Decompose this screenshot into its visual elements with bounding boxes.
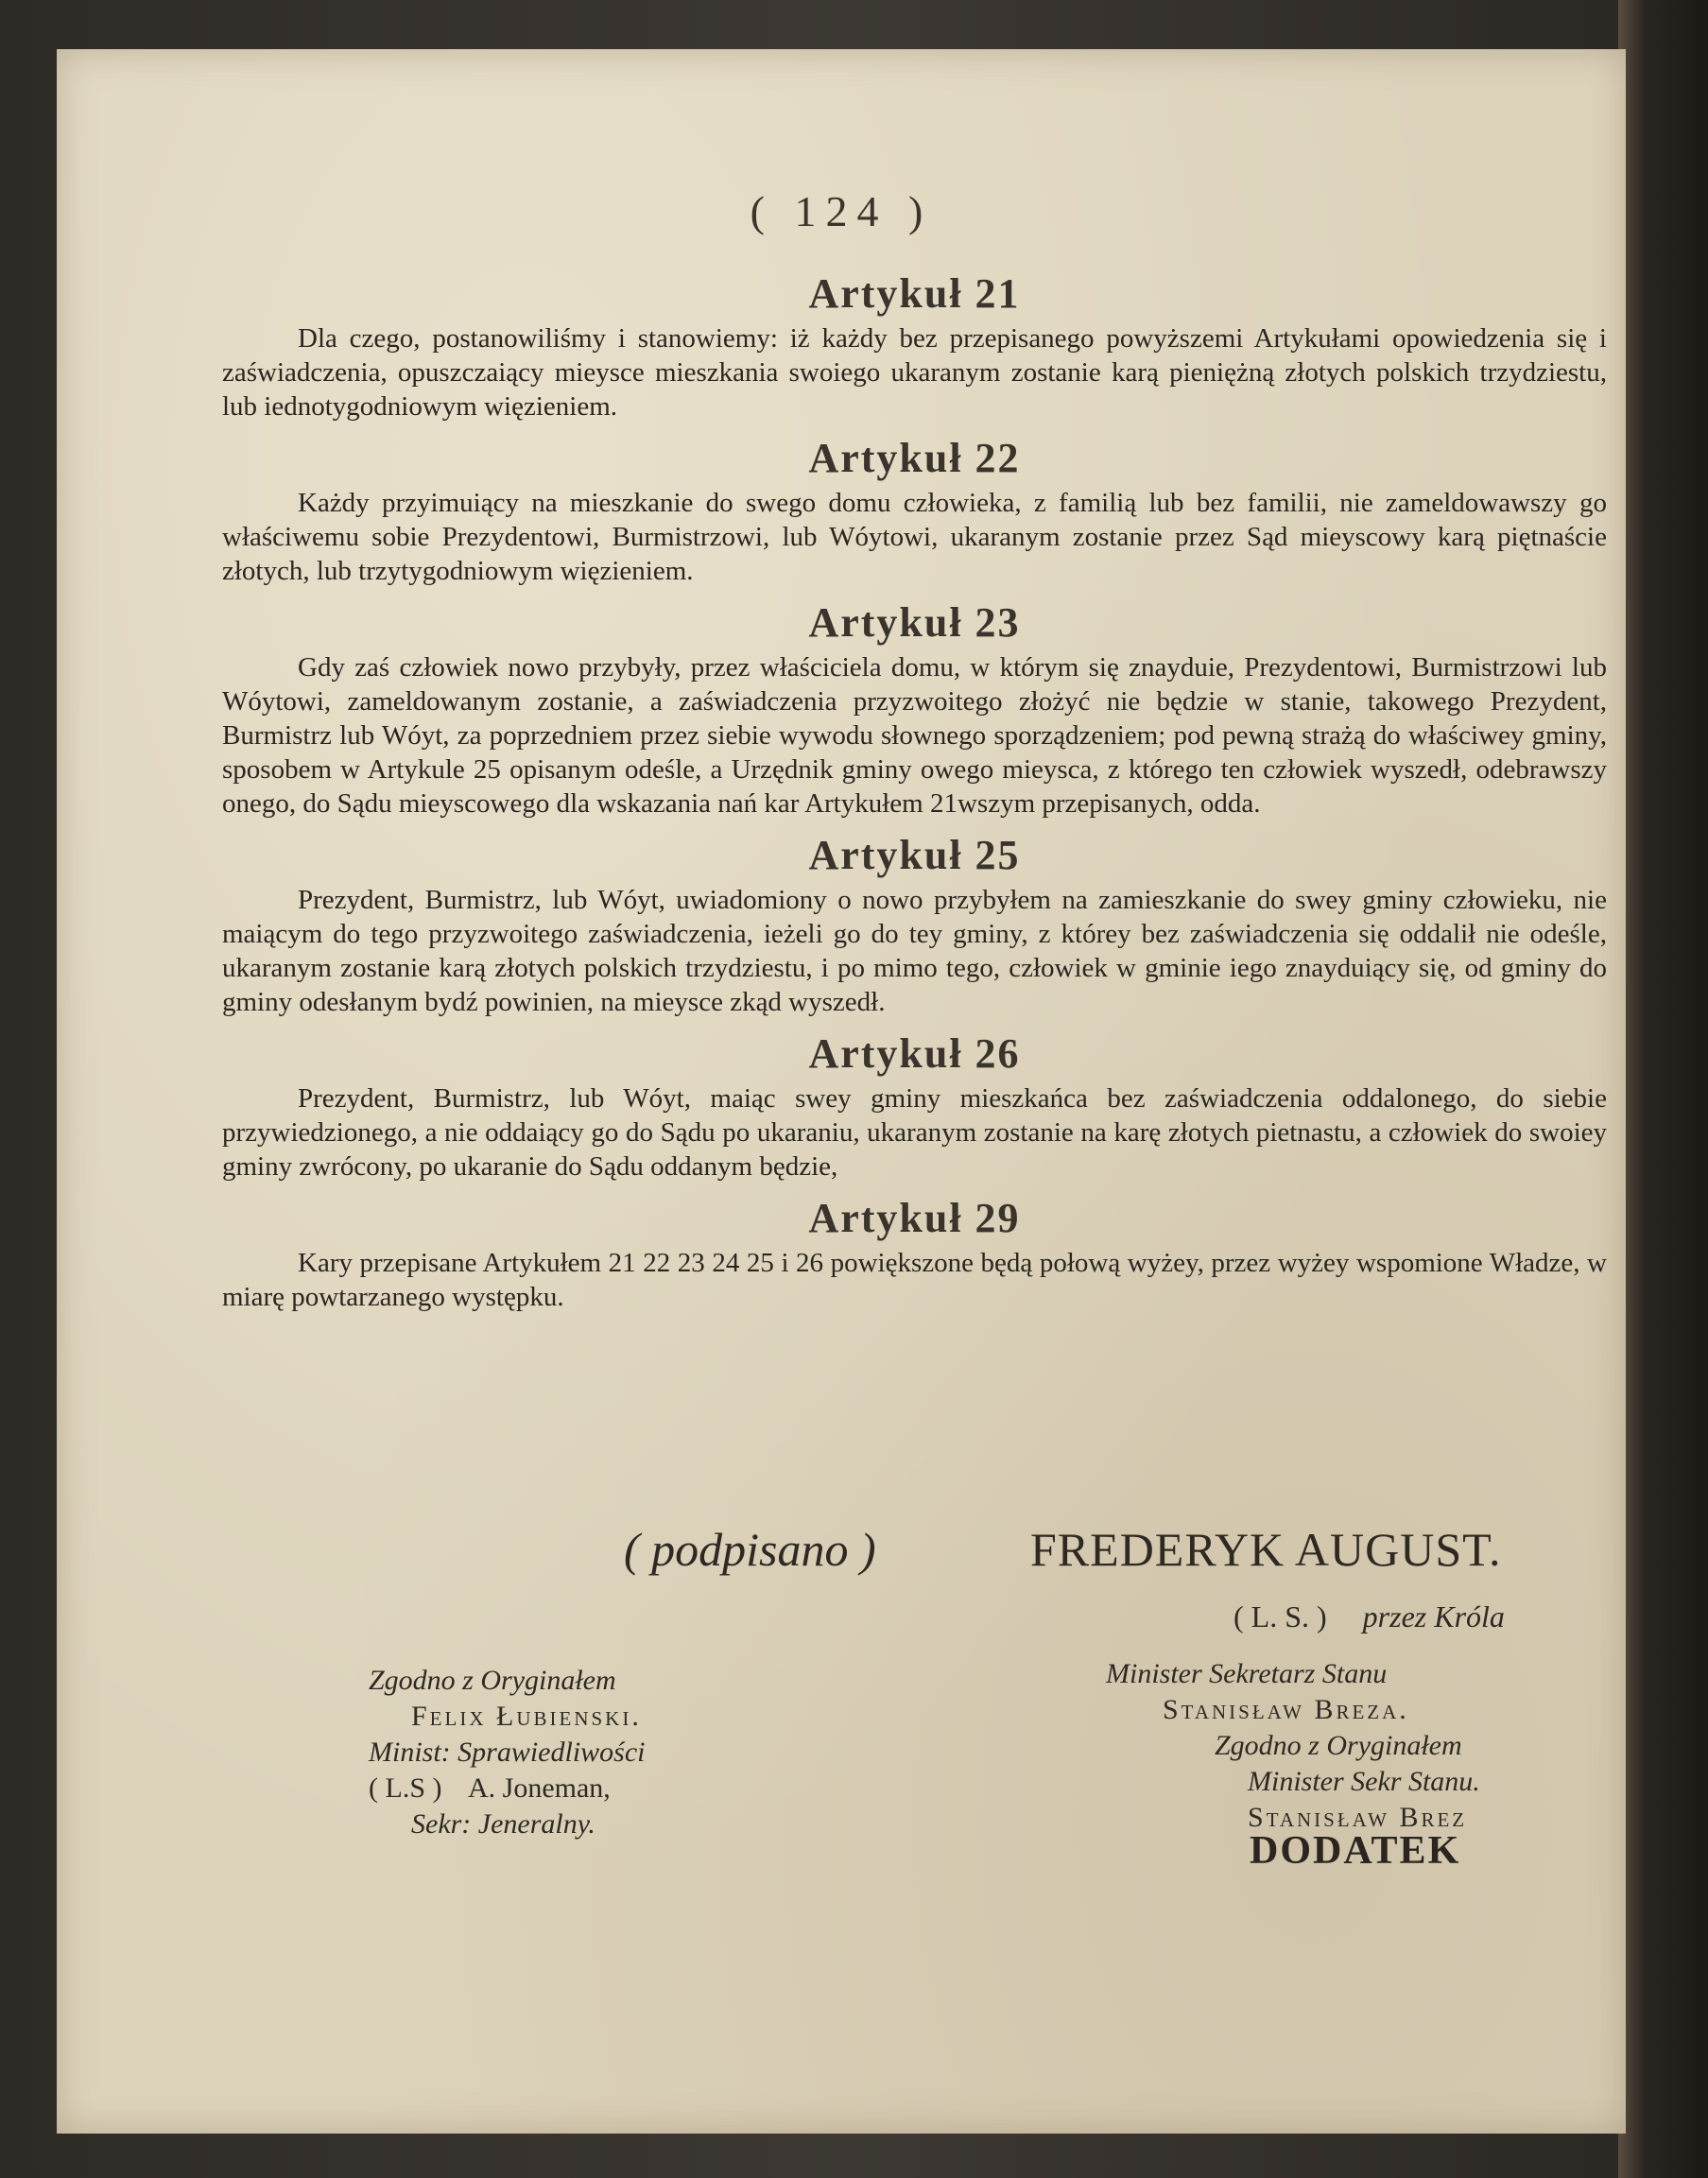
article-25: [222, 828, 1607, 1019]
article-heading: Artykuł 29: [808, 1195, 1021, 1241]
article-heading: Artykuł 23: [808, 599, 1021, 646]
article-21: [222, 267, 1607, 424]
article-text: Dla czego, postanowiliśmy i stanowiemy: iż każdy bez przepisanego powyższemi Artykułami opowiedzenia się i zaświadczenia, opuszczaiący mieysce mieszkania swoiego ukaranym zostanie karą pieniężną złotych polskich trzydziestu, lub iednotygodniowym więzieniem.: [222, 323, 1607, 422]
signatory-name: Stanisław Brez: [1248, 1802, 1468, 1833]
article-29: [222, 1191, 1607, 1314]
articles-section: [222, 267, 1607, 1322]
article-text: Kary przepisane Artykułem 21 22 23 24 25 i 26 powiększone będą połową wyżey, przez wyżey wspomione Władze, w miarę powtarzanego występku.: [222, 1248, 1607, 1312]
article-text: Prezydent, Burmistrz, lub Wóyt, uwiadomiony o nowo przybyłem na zamieszkanie do swey gminy człowieku, nie maiącym do tego przyzwoitego zaświadczenia, ieżeli go do tey gminy, z którey bez zaświadczenia się oddalił nie odeśle, ukaranym zostanie karą złotych polskich trzydziestu, i po mimo tego, człowiek w gminie iego znayduiący się, od gminy do gminy odesłanym bydź powinien, na mieysce zkąd wyszedł.: [222, 885, 1607, 1017]
certification-line: Zgodno z Oryginałem: [369, 1665, 616, 1696]
article-23: [222, 596, 1607, 821]
article-text: Prezydent, Burmistrz, lub Wóyt, maiąc swey gminy mieszkańca bez zaświadczenia oddalonego, do siebie przywiedzionego, a nie oddaiący go do Sądu po ukaraniu, ukaranym zostanie na karę złotych pietnastu, a człowiek do swoiey gminy zwrócony, po ukaranie do Sądu oddanym będzie,: [222, 1083, 1607, 1182]
certification-right: [1106, 1656, 1480, 1836]
article-text: Każdy przyimuiący na mieszkanie do swego domu człowieka, z familią lub bez familii, nie zameldowawszy go właściwemu sobie Prezydentowi, Burmistrzowi, lub Wóytowi, ukaranym zostanie przez Sąd mieyscowy karą piętnaście złotych, lub trzytygodniowym więzieniem.: [222, 488, 1607, 586]
article-heading: Artykuł 26: [808, 1030, 1021, 1077]
document-page: [57, 49, 1626, 2134]
king-signature: FREDERYK AUGUST.: [1030, 1523, 1502, 1576]
signatory-title: Sekr: Jeneralny.: [411, 1808, 595, 1840]
seal-line: [1234, 1599, 1505, 1634]
signatory-name: Felix Łubienski.: [411, 1701, 642, 1732]
page-number: ( 124 ): [750, 187, 933, 235]
signatory-title: Minister Sekretarz Stanu: [1106, 1658, 1388, 1689]
article-26: [222, 1027, 1607, 1184]
book-cover-edge: [1618, 0, 1708, 2178]
signatory-title: Minist: Sprawiedliwości: [369, 1737, 646, 1768]
by-king-text: przez Króla: [1362, 1599, 1505, 1634]
seal-and-name: [369, 1771, 646, 1806]
signatory-name: Stanisław Breza.: [1163, 1694, 1409, 1725]
article-22: [222, 431, 1607, 588]
signatory-title: Minister Sekr Stanu.: [1248, 1766, 1480, 1797]
article-heading: Artykuł 22: [808, 435, 1021, 481]
seal-mark: ( L. S. ): [1234, 1599, 1327, 1634]
certification-left: [369, 1663, 646, 1842]
certification-line: Zgodno z Oryginałem: [1215, 1730, 1462, 1761]
signatory-name: A. Joneman,: [468, 1772, 611, 1804]
article-heading: Artykuł 25: [808, 832, 1021, 878]
seal-mark: ( L.S ): [369, 1772, 442, 1804]
article-heading: Artykuł 21: [808, 270, 1021, 317]
signature-row: [624, 1522, 1616, 1577]
signed-label: ( podpisano ): [624, 1523, 876, 1576]
appendix-heading: DODATEK: [1250, 1829, 1461, 1873]
article-text: Gdy zaś człowiek nowo przybyły, przez właściciela domu, w którym się znayduie, Prezydentowi, Burmistrzowi lub Wóytowi, zameldowanym zostanie, a zaświadczenia przyzwoitego złożyć nie będzie w stanie, takowego Prezydent, Burmistrz lub Wóyt, za poprzedniem przez siebie wywodu słownego sporządzeniem; pod pewną strażą do właściwey gminy, sposobem w Artykule 25 opisanym odeśle, a Urzędnik gminy owego mieysca, z którego ten człowiek wyszedł, odebrawszy onego, do Sądu mieyscowego dla wskazania nań kar Artykułem 21wszym przepisanych, odda.: [222, 652, 1607, 819]
